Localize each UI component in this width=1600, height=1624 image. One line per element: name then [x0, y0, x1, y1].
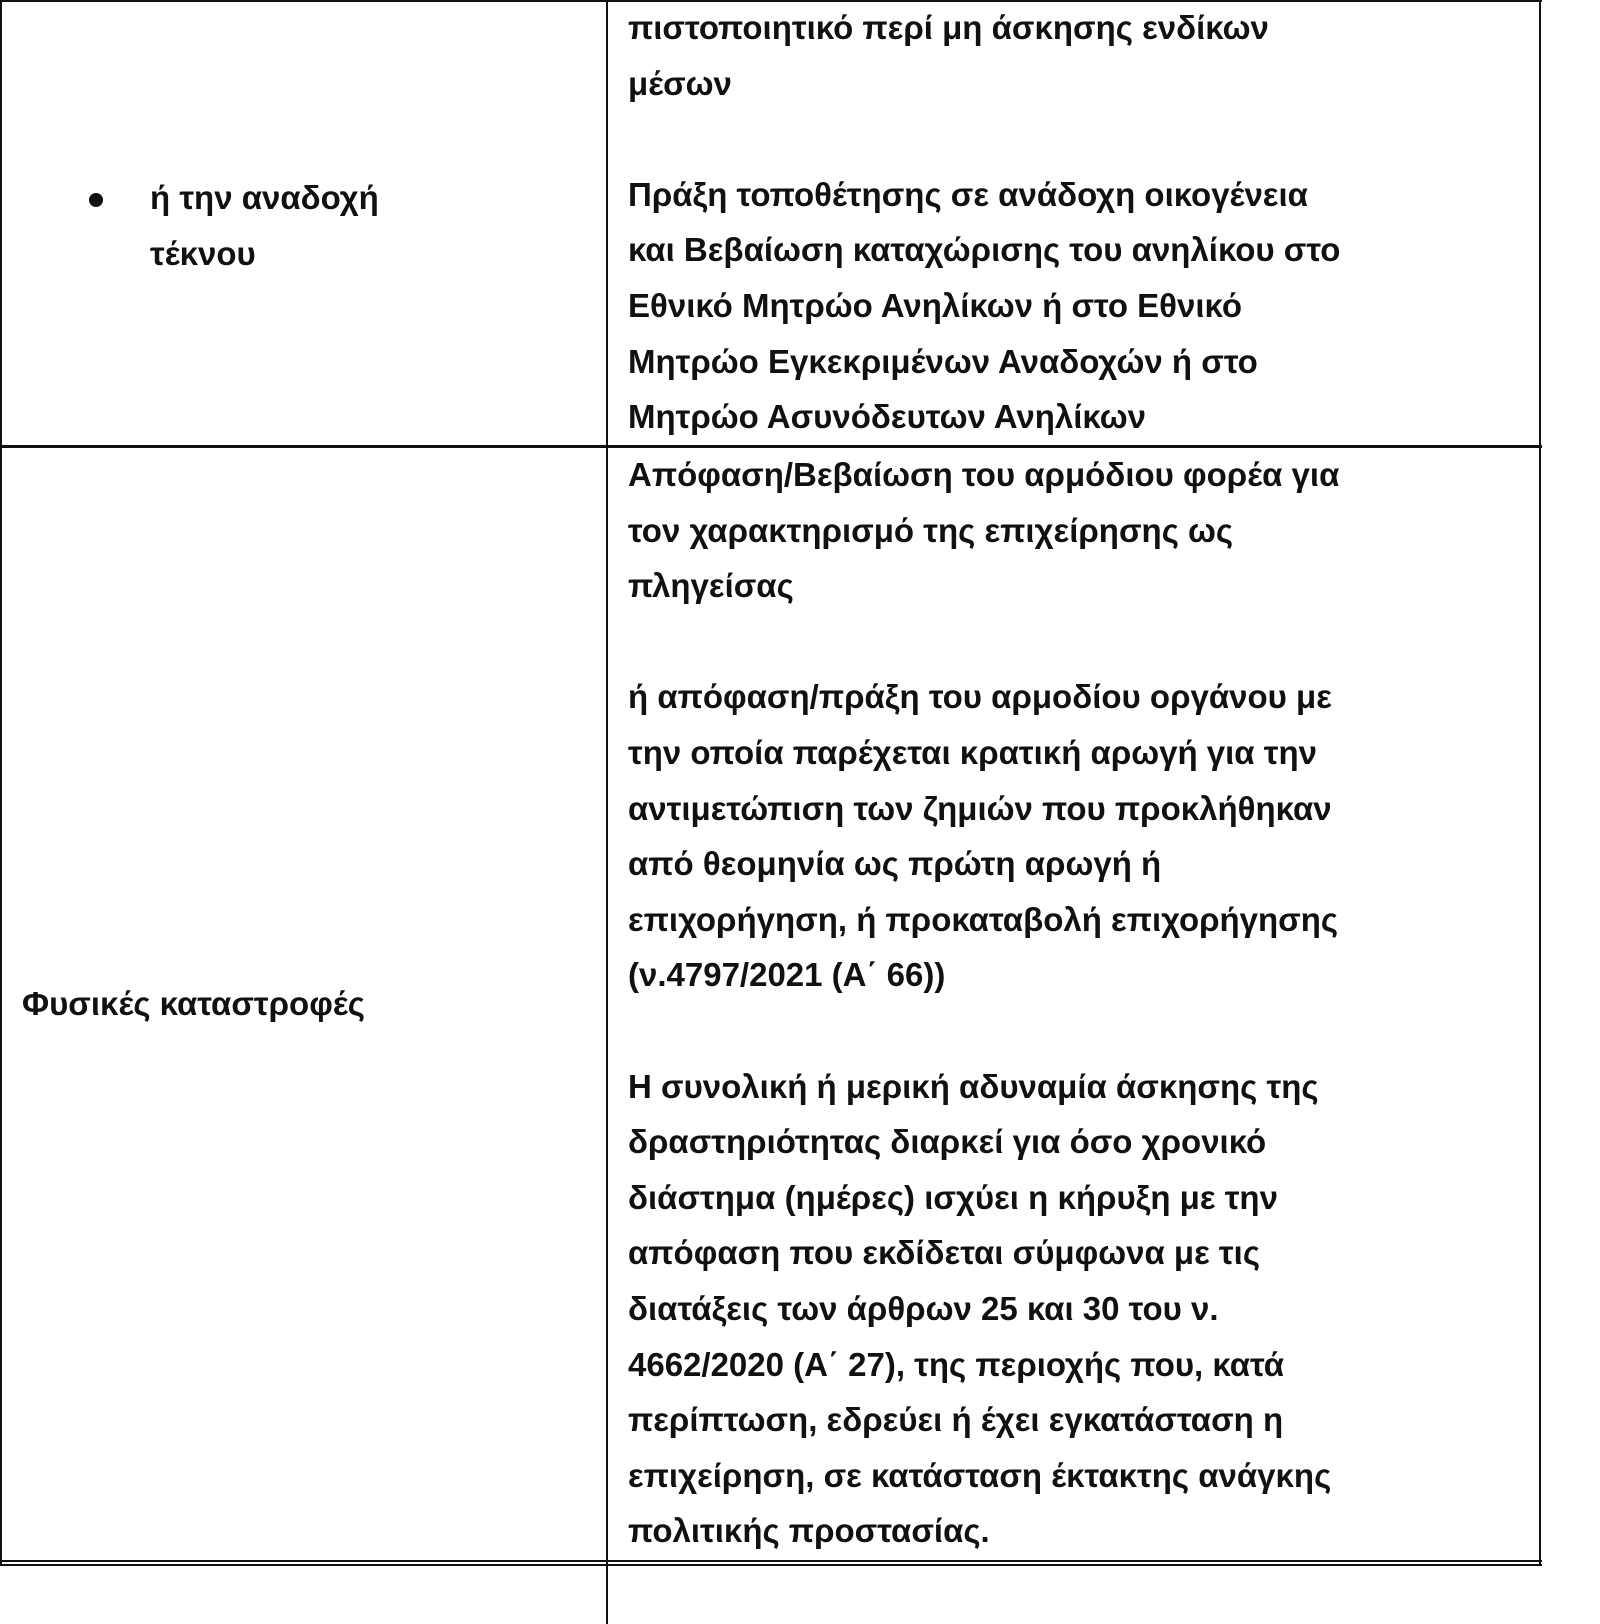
- cell-text-line: μέσων: [628, 64, 732, 102]
- cell-text-line: διάστημα (ημέρες) ισχύει η κήρυξη με την: [628, 1178, 1278, 1216]
- cell-text-line: Απόφαση/Βεβαίωση του αρμόδιου φορέα για: [628, 456, 1340, 493]
- cell-text-line: επιχορήγηση, ή προκαταβολή επιχορήγησης: [628, 900, 1339, 938]
- cell-text-line: και Βεβαίωση καταχώρισης του ανηλίκου στο: [628, 231, 1341, 269]
- table-border-bottom: [0, 1560, 1542, 1562]
- cell-text-line: Εθνικό Μητρώο Ανηλίκων ή στο Εθνικό: [628, 287, 1242, 324]
- category-label: Φυσικές καταστροφές: [22, 985, 365, 1022]
- cell-text-line: την οποία παρέχεται κρατική αρωγή για την: [628, 734, 1318, 771]
- cell-text-line: πιστοποιητικό περί μη άσκησης ενδίκων: [628, 9, 1269, 46]
- bullet-icon: [89, 193, 103, 207]
- cell-text-line: από θεομηνία ως πρώτη αρωγή ή: [628, 845, 1162, 883]
- cell-text-line: πληγείσας: [628, 567, 794, 605]
- cell-text-line: (ν.4797/2021 (Α΄ 66)): [628, 956, 946, 994]
- cell-text-line: επιχείρηση, σε κατάσταση έκτακτης ανάγκης: [628, 1456, 1332, 1494]
- cell-text-line: τον χαρακτηρισμό της επιχείρησης ως: [628, 511, 1234, 549]
- cell-text-line: απόφαση που εκδίδεται σύμφωνα με τις: [628, 1234, 1260, 1272]
- column-divider: [606, 0, 608, 1624]
- cell-text-line: 4662/2020 (Α΄ 27), της περιοχής που, κατά: [628, 1345, 1285, 1383]
- cell-text-line: ή απόφαση/πράξη του αρμοδίου οργάνου με: [628, 678, 1332, 716]
- cell-text-line: περίπτωση, εδρεύει ή έχει εγκατάσταση η: [628, 1401, 1284, 1439]
- cell-text-line: Μητρώο Εγκεκριμένων Αναδοχών ή στο: [628, 342, 1258, 380]
- cell-text-line: δραστηριότητας διαρκεί για όσο χρονικό: [628, 1123, 1267, 1161]
- table-border-bottom-2: [0, 1564, 1542, 1566]
- cell-text-line: πολιτικής προστασίας.: [628, 1512, 990, 1550]
- cell-text-line: διατάξεις των άρθρων 25 και 30 του ν.: [628, 1290, 1219, 1327]
- table-border-right: [1539, 0, 1541, 1566]
- cell-text-line: αντιμετώπιση των ζημιών που προκλήθηκαν: [628, 789, 1332, 827]
- table-border-left: [0, 0, 2, 1566]
- bullet-text: τέκνου: [150, 235, 256, 272]
- cell-text-line: Η συνολική ή μερική αδυναμία άσκησης της: [628, 1067, 1319, 1105]
- cell-text-line: Μητρώο Ασυνόδευτων Ανηλίκων: [628, 398, 1146, 436]
- cell-text-line: Πράξη τοποθέτησης σε ανάδοχη οικογένεια: [628, 175, 1308, 213]
- bullet-text: ή την αναδοχή: [150, 179, 379, 216]
